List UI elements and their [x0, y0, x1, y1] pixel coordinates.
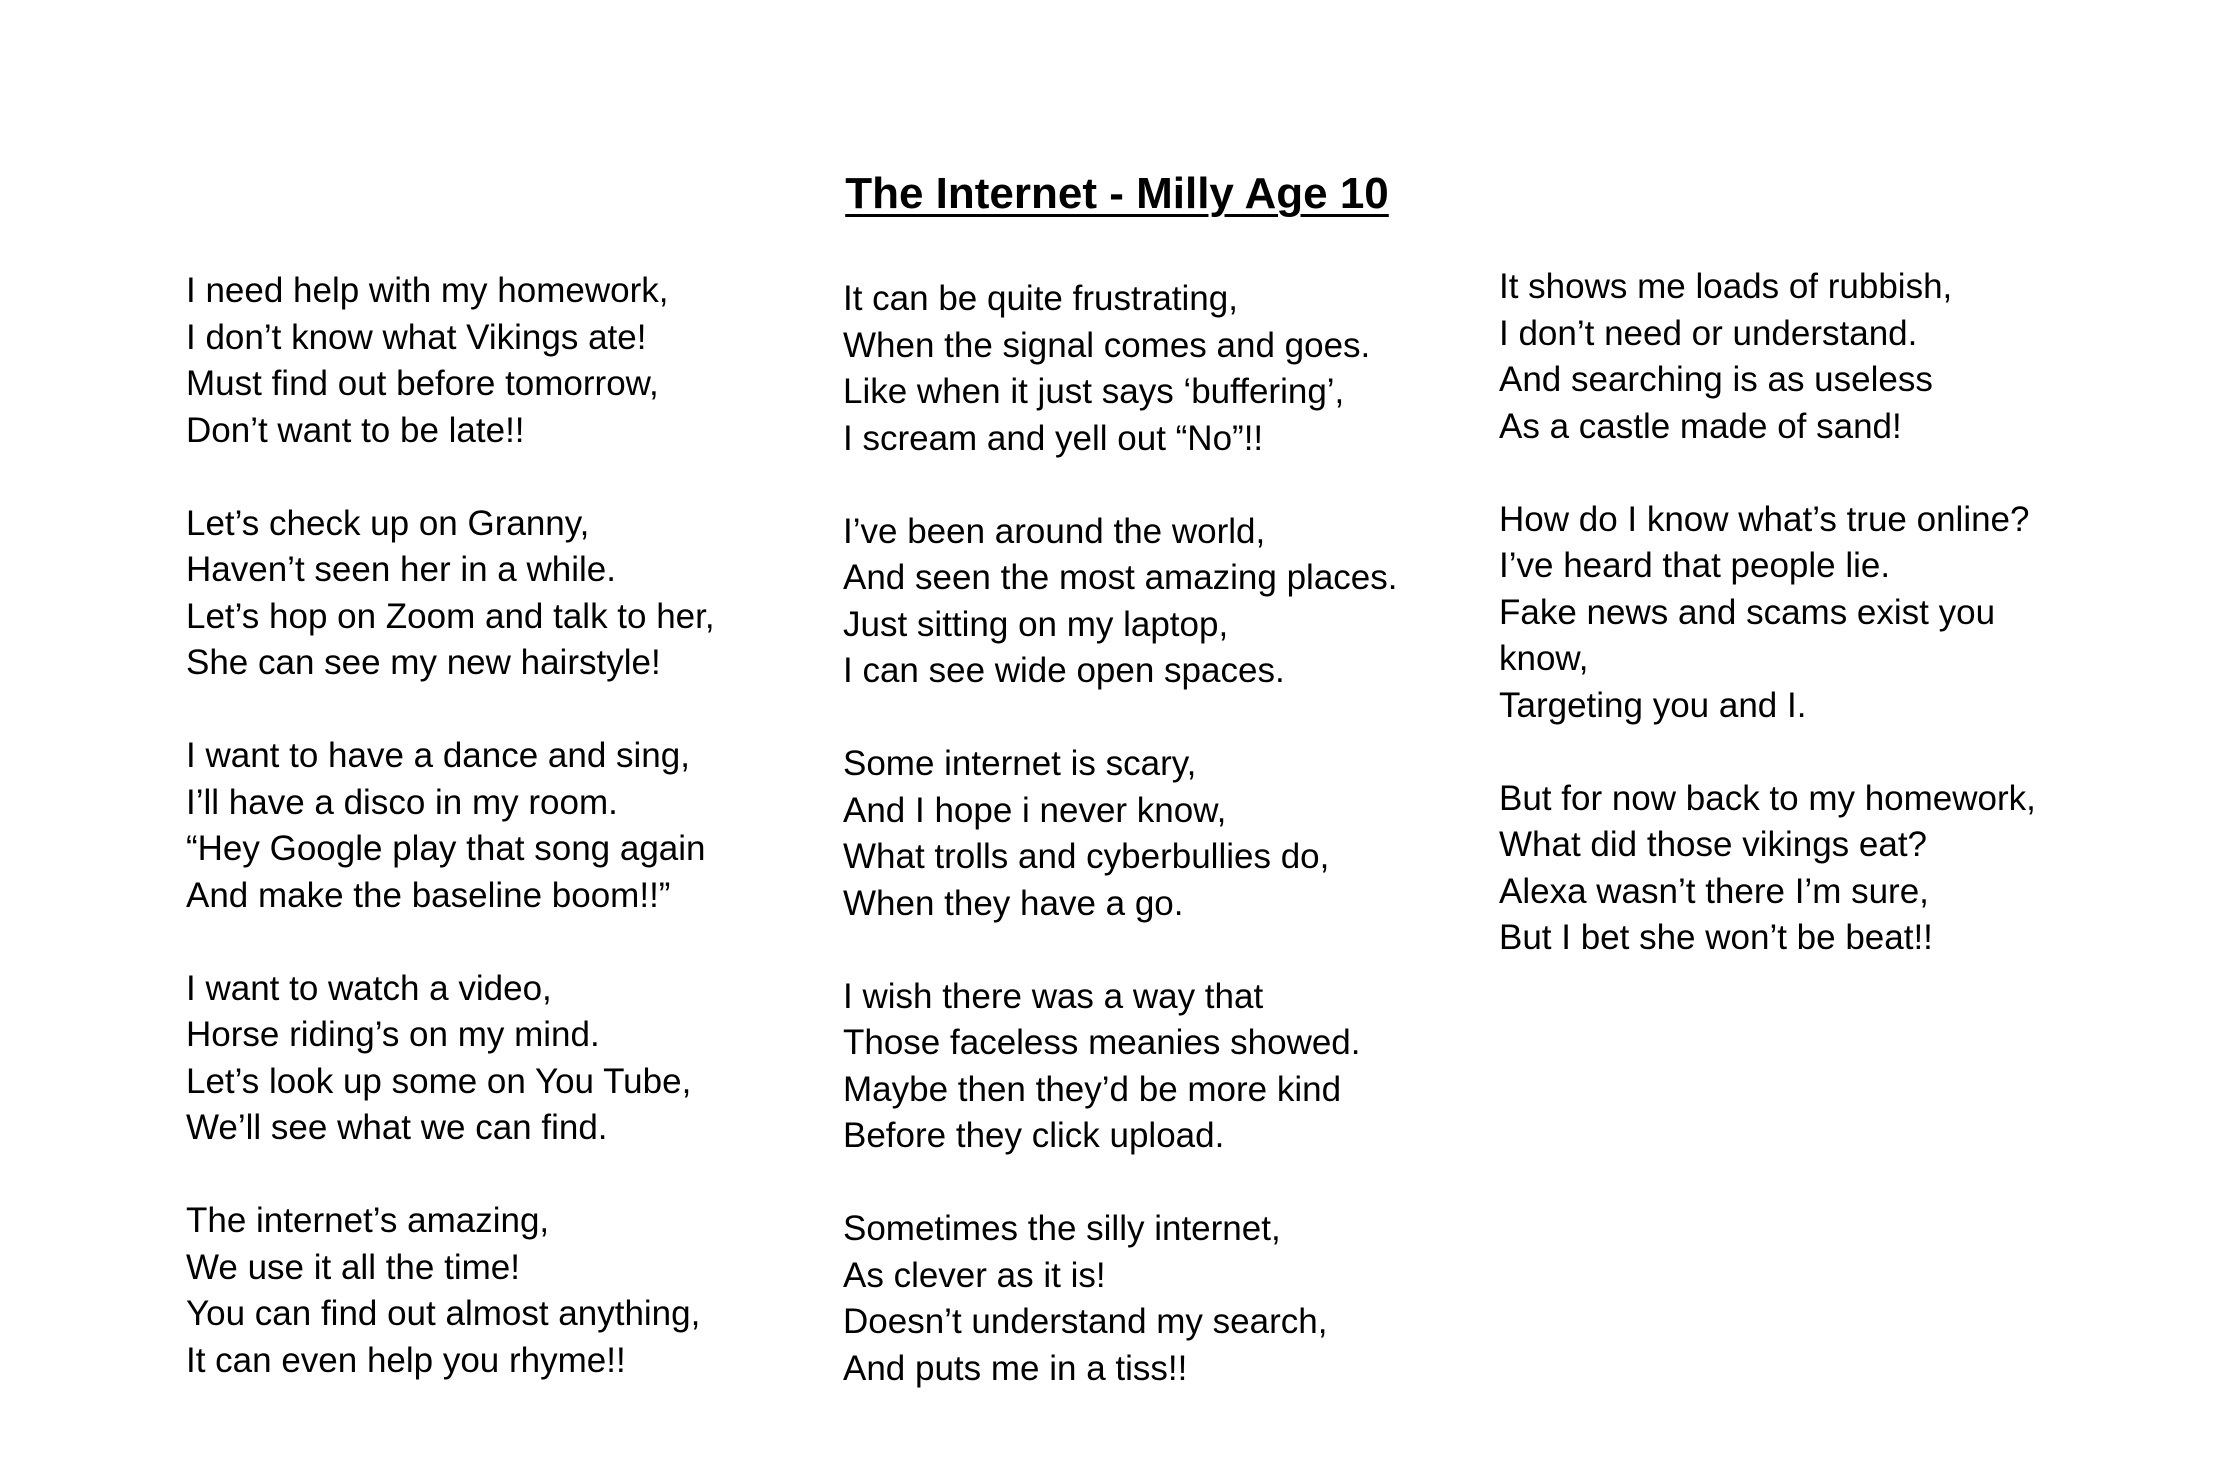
- stanza: [843, 974, 1443, 1160]
- poem-line: I’ve been around the world,: [843, 511, 1266, 551]
- poem-line: I’ll have a disco in my room.: [186, 782, 618, 822]
- poem-line: Some internet is scary,: [843, 744, 1197, 783]
- poem-line: How do I know what’s true online?: [1499, 499, 2030, 539]
- poem-line: And I hope i never know,: [843, 790, 1227, 830]
- poem-line: Alexa wasn’t there I’m sure,: [1499, 871, 1929, 911]
- poem-line: What trolls and cyberbullies do,: [843, 837, 1330, 876]
- stanza: [186, 966, 786, 1152]
- poem-line: know,: [1499, 639, 1589, 678]
- poem-line: Maybe then they’d be more kind: [843, 1069, 1342, 1109]
- poem-line: Those faceless meanies showed.: [843, 1023, 1361, 1062]
- poem-title: The Internet - Milly Age 10: [845, 169, 1389, 218]
- poem-line: Let’s check up on Granny,: [186, 503, 590, 543]
- poem-line: As clever as it is!: [843, 1255, 1106, 1295]
- poem-line: Don’t want to be late!!: [186, 410, 525, 450]
- stanza: [186, 1198, 786, 1384]
- poem-line: The internet’s amazing,: [186, 1201, 550, 1240]
- poem-line: But I bet she won’t be beat!!: [1499, 918, 1933, 957]
- poem-line: And searching is as useless: [1499, 360, 1933, 399]
- poem-line: And puts me in a tiss!!: [843, 1348, 1188, 1388]
- poem-line: I’ve heard that people lie.: [1499, 546, 1891, 585]
- poem-line: Doesn’t understand my search,: [843, 1302, 1328, 1341]
- stanza: [843, 741, 1443, 927]
- poem-line: Targeting you and I.: [1499, 685, 1807, 725]
- stanza: [186, 733, 786, 919]
- poem-line: I scream and yell out “No”!!: [843, 418, 1264, 458]
- poem-line: I don’t need or understand.: [1499, 313, 1918, 353]
- poem-line: We’ll see what we can find.: [186, 1108, 608, 1147]
- poem-line: Just sitting on my laptop,: [843, 604, 1229, 644]
- poem-line: I need help with my homework,: [186, 271, 669, 310]
- poem-line: I don’t know what Vikings ate!: [186, 317, 647, 357]
- stanza: [843, 276, 1443, 462]
- poem-column-2: [843, 276, 1443, 1392]
- poem-line: It can even help you rhyme!!: [186, 1340, 626, 1380]
- stanza: [1499, 776, 2059, 962]
- stanza: [843, 509, 1443, 695]
- poem-line: Let’s look up some on You Tube,: [186, 1061, 692, 1101]
- poem-column-1: [186, 268, 786, 1384]
- poem-line: It shows me loads of rubbish,: [1499, 267, 1953, 306]
- poem-line: It can be quite frustrating,: [843, 279, 1238, 318]
- poem-line: Like when it just says ‘buffering’,: [843, 372, 1345, 411]
- poem-line: And seen the most amazing places.: [843, 558, 1398, 597]
- poem-line: And make the baseline boom!!”: [186, 875, 671, 915]
- poem-line: You can find out almost anything,: [186, 1294, 701, 1333]
- poem-line: Horse riding’s on my mind.: [186, 1015, 600, 1054]
- poem-line: I want to watch a video,: [186, 968, 552, 1008]
- stanza: [186, 501, 786, 687]
- poem-line: As a castle made of sand!: [1499, 406, 1902, 446]
- poem-line: Sometimes the silly internet,: [843, 1209, 1281, 1248]
- poem-line: Let’s hop on Zoom and talk to her,: [186, 596, 715, 636]
- stanza: [186, 268, 786, 454]
- poem-line: I can see wide open spaces.: [843, 651, 1285, 690]
- poem-line: She can see my new hairstyle!: [186, 643, 661, 682]
- poem-line: Haven’t seen her in a while.: [186, 550, 616, 589]
- poem-line: Before they click upload.: [843, 1116, 1225, 1155]
- poem-line: But for now back to my homework,: [1499, 778, 2036, 818]
- poem-line: Must find out before tomorrow,: [186, 364, 659, 403]
- stanza: [843, 1206, 1443, 1392]
- poem-line: I want to have a dance and sing,: [186, 736, 690, 775]
- stanza: [1499, 264, 2059, 450]
- poem-line: We use it all the time!: [186, 1247, 520, 1287]
- poem-column-3: [1499, 264, 2059, 962]
- poem-line: What did those vikings eat?: [1499, 825, 1928, 864]
- poem-line: When the signal comes and goes.: [843, 325, 1371, 365]
- stanza: [1499, 497, 2059, 730]
- poem-line: “Hey Google play that song again: [186, 829, 706, 868]
- poem-line: When they have a go.: [843, 883, 1184, 923]
- poem-line: I wish there was a way that: [843, 976, 1264, 1016]
- poem-line: Fake news and scams exist you: [1499, 592, 1996, 632]
